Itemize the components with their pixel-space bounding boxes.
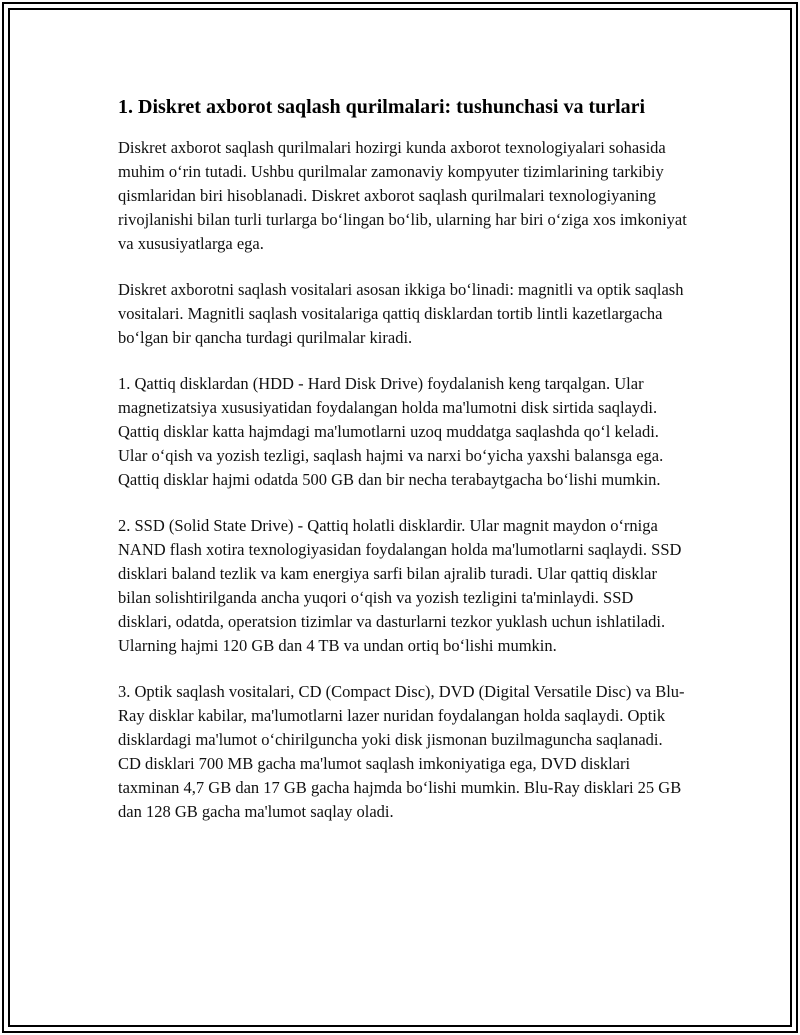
paragraph-storage-types: Diskret axborotni saqlash vositalari asosan ikkiga bo‘linadi: magnitli va optik saqlash vositalari. Magnitli saqlash vositalariga qattiq disklardan tortib lintli kazetlargacha bo‘lgan bir qancha turdagi qurilmalar kiradi. (118, 280, 684, 347)
document-body (118, 94, 688, 846)
paragraph-optical: 3. Optik saqlash vositalari, CD (Compact Disc), DVD (Digital Versatile Disc) va Blu-Ray disklar kabilar, ma'lumotlarni lazer nuridan foydalangan holda saqlaydi. Optik disklardagi ma'lumot o‘chirilguncha yoki disk jismonan buzilmaguncha saqlanadi. CD disklari 700 MB gacha ma'lumot saqlash imkoniyatiga ega, DVD disklari taxminan 4,7 GB dan 17 GB gacha hajmda bo‘lishi mumkin. Blu-Ray disklari 25 GB dan 128 GB gacha ma'lumot saqlay oladi. (118, 682, 685, 821)
document-title: 1. Diskret axborot saqlash qurilmalari: tushunchasi va turlari (118, 96, 646, 118)
paragraph-hdd: 1. Qattiq disklardan (HDD - Hard Disk Drive) foydalanish keng tarqalgan. Ular magnetizatsiya xususiyatidan foydalangan holda ma'lumotni disk sirtida saqlaydi. Qattiq disklar katta hajmdagi ma'lumotlarni uzoq muddatga saqlashda qo‘l keladi. Ular o‘qish va yozish tezligi, saqlash hajmi va narxi bo‘yicha yaxshi balansga ega. Qattiq disklar hajmi odatda 500 GB dan bir necha terabaytgacha bo‘lishi mumkin. (118, 374, 664, 489)
paragraph-intro: Diskret axborot saqlash qurilmalari hozirgi kunda axborot texnologiyalari sohasida muhim o‘rin tutadi. Ushbu qurilmalar zamonaviy kompyuter tizimlarining tarkibiy qismlaridan biri hisoblanadi. Diskret axborot saqlash qurilmalari texnologiyaning rivojlanishi bilan turli turlarga bo‘lingan bo‘lib, ularning har biri o‘ziga xos imkoniyat va xususiyatlarga ega. (118, 138, 687, 253)
paragraph-ssd: 2. SSD (Solid State Drive) - Qattiq holatli disklardir. Ular magnit maydon o‘rniga NAND flash xotira texnologiyasidan foydalangan holda ma'lumotlarni saqlaydi. SSD disklari baland tezlik va kam energiya sarfi bilan ajralib turadi. Ular qattiq disklar bilan solishtirilganda ancha yuqori o‘qish va yozish tezligini ta'minlaydi. SSD disklari, odatda, operatsion tizimlar va dasturlarni tezkor yuklash uchun ishlatiladi. Ularning hajmi 120 GB dan 4 TB va undan ortiq bo‘lishi mumkin. (118, 516, 682, 655)
